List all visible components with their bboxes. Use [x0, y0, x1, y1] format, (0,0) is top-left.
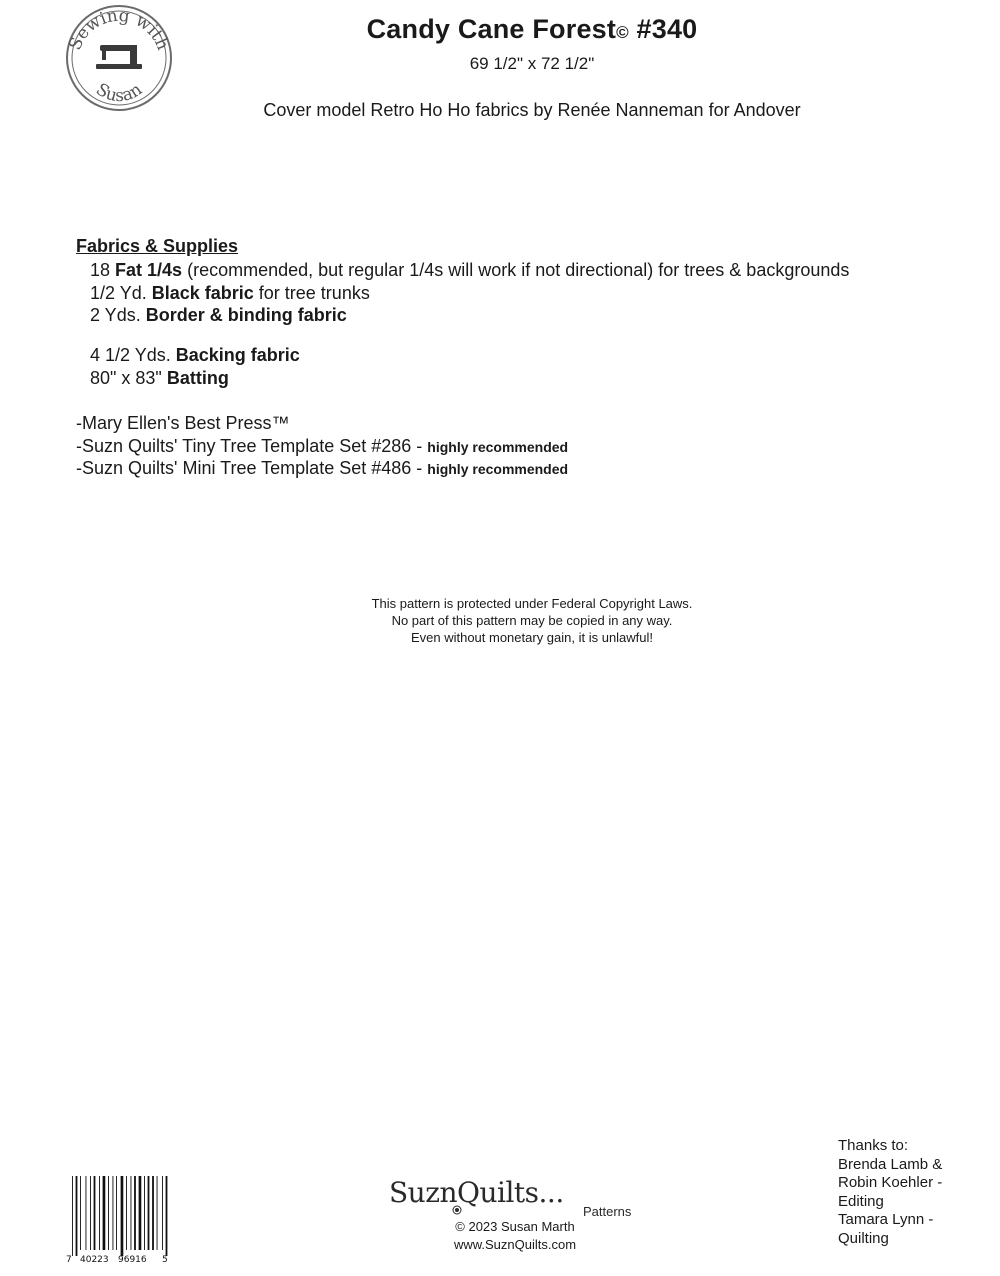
supply-qty: 80" x 83"	[90, 368, 167, 388]
extra-text: -Suzn Quilts' Tiny Tree Template Set #286 -	[76, 436, 428, 456]
supply-item	[90, 368, 229, 389]
copyright-notice-line: Even without monetary gain, it is unlawful!	[410, 630, 654, 645]
supply-item	[90, 345, 300, 366]
supplies-heading: Fabrics & Supplies	[76, 236, 239, 256]
supply-qty: 2 Yds.	[90, 305, 146, 325]
suznquilts-logo	[385, 1168, 635, 1220]
svg-text:Susan: Susan	[92, 79, 146, 107]
pattern-number: #340	[636, 14, 698, 44]
supply-name: Batting	[166, 368, 229, 388]
extra-note: highly recommended	[427, 461, 569, 477]
footer-copyright: © 2023 Susan Marth	[455, 1219, 575, 1234]
copyright-notice-line: No part of this pattern may be copied in any way.	[391, 613, 673, 628]
quilt-size: 69 1/2" x 72 1/2"	[469, 54, 595, 73]
supply-qty: 4 1/2 Yds.	[90, 345, 176, 365]
footer-url[interactable]: www.SuznQuilts.com	[453, 1237, 577, 1252]
supply-detail: for tree trunks	[253, 283, 370, 303]
thanks-block	[838, 1137, 942, 1248]
supply-name: Backing fabric	[175, 345, 300, 365]
brand-sub-text: Patterns	[583, 1204, 632, 1219]
copyright-mark: ©	[616, 23, 629, 42]
thanks-line: Thanks to:	[838, 1137, 909, 1154]
barcode-digits-mid2: 96916	[118, 1255, 147, 1264]
supply-name: Fat 1/4s	[115, 260, 183, 280]
barcode-digits-mid1: 40223	[80, 1255, 109, 1264]
barcode-digits-right: 5	[162, 1255, 168, 1264]
supply-item	[90, 260, 849, 281]
cover-model-line: Cover model Retro Ho Ho fabrics by Renée Nanneman for Andover	[263, 100, 801, 120]
title-text: Candy Cane Forest	[366, 14, 617, 44]
supply-detail: (recommended, but regular 1/4s will work if not directional) for trees & backgrounds	[182, 260, 850, 280]
extra-item	[76, 436, 568, 457]
thanks-line: Quilting	[838, 1229, 889, 1247]
supply-qty: 18	[90, 260, 116, 280]
extra-text: -Suzn Quilts' Mini Tree Template Set #486 -	[76, 458, 428, 478]
extra-note: highly recommended	[427, 439, 569, 455]
pattern-title	[0, 14, 1000, 45]
supply-qty: 1/2 Yd.	[90, 283, 152, 303]
thanks-line: Tamara Lynn -	[838, 1211, 934, 1228]
copyright-notice-line: This pattern is protected under Federal Copyright Laws.	[371, 596, 693, 611]
thanks-line: Editing	[838, 1192, 884, 1210]
supply-item	[90, 305, 347, 326]
brand-text: SuznQuilts...	[389, 1176, 564, 1209]
thanks-line: Robin Koehler -	[838, 1174, 943, 1191]
thanks-line: Brenda Lamb &	[838, 1155, 943, 1173]
extra-item	[76, 458, 568, 479]
extra-text: -Mary Ellen's Best Press™	[76, 413, 290, 433]
supply-name: Border & binding fabric	[145, 305, 347, 325]
extra-item	[76, 413, 290, 434]
supply-item	[90, 283, 370, 304]
barcode-digits-left: 7	[66, 1255, 72, 1264]
supply-name: Black fabric	[151, 283, 254, 303]
svg-text:Sewing with: Sewing with	[65, 5, 173, 54]
